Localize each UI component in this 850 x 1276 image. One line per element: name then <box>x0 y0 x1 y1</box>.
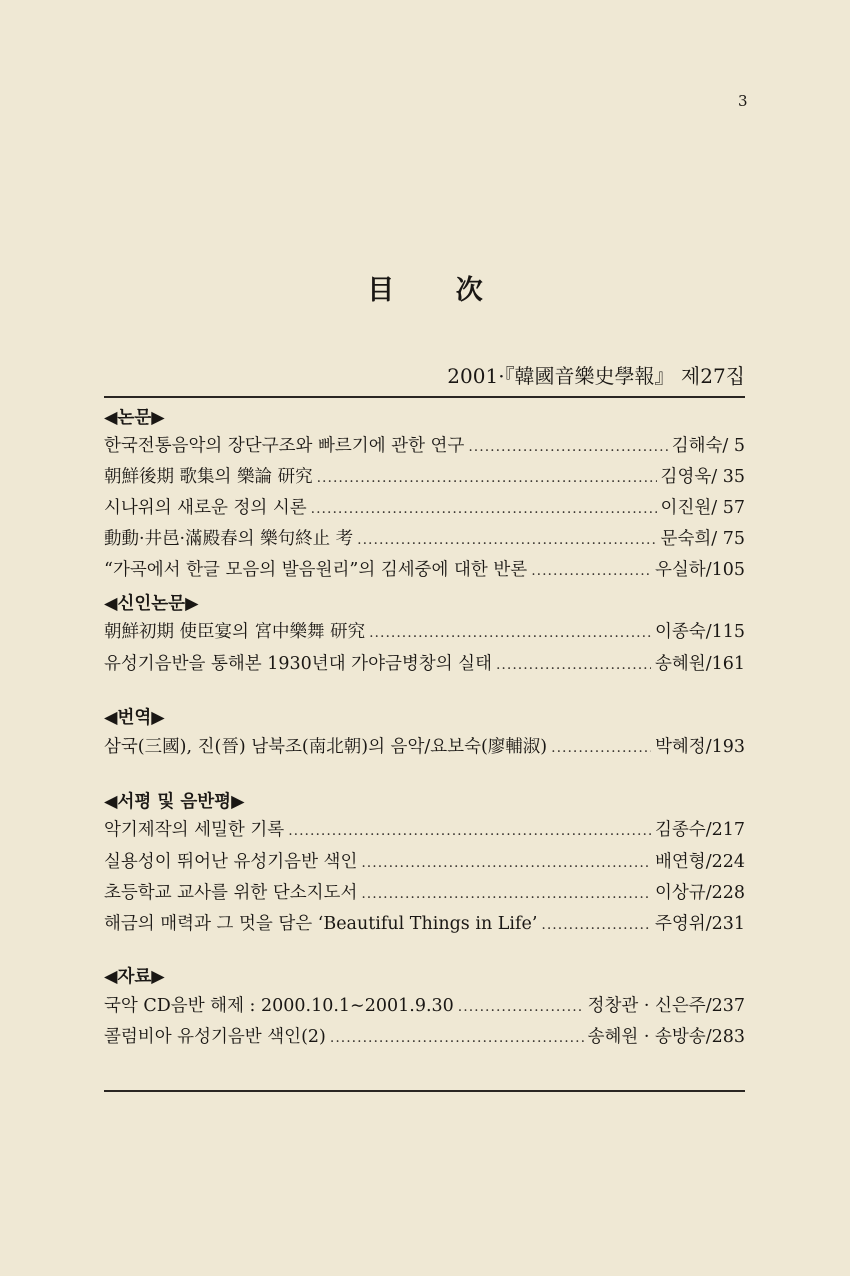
entry-title: 한국전통음악의 장단구조와 빠르기에 관한 연구 <box>104 436 465 456</box>
page-number: 3 <box>738 92 748 110</box>
dot-leader <box>357 532 656 548</box>
entry-author-page: 정창관 · 신은주/237 <box>587 996 745 1016</box>
toc-entry[interactable] <box>104 848 745 876</box>
dot-leader <box>311 501 657 517</box>
dot-leader <box>317 470 657 486</box>
dot-leader <box>531 563 651 579</box>
toc-entry[interactable] <box>104 1023 745 1051</box>
entry-title: 악기제작의 세밀한 기록 <box>104 820 285 840</box>
toc-entry[interactable] <box>104 432 745 460</box>
dot-leader <box>551 740 651 756</box>
section-heading-materials: ◀자료▶ <box>104 967 165 987</box>
toc-entry[interactable] <box>104 733 745 761</box>
entry-author-page: 송혜원 · 송방송/283 <box>587 1027 745 1047</box>
toc-entry[interactable] <box>104 618 745 646</box>
toc-entry[interactable] <box>104 879 745 907</box>
entry-author-page: 우실하/105 <box>654 560 745 580</box>
dot-leader <box>369 625 651 641</box>
entry-author-page: 이상규/228 <box>654 883 745 903</box>
section-heading-new-papers: ◀신인논문▶ <box>104 594 199 614</box>
issue-line: 2001·『韓國音樂史學報』 제27집 <box>447 364 745 388</box>
toc-entry[interactable] <box>104 463 745 491</box>
dot-leader <box>330 1030 584 1046</box>
entry-title: 삼국(三國), 진(晉) 남북조(南北朝)의 음악/요보숙(廖輔淑) <box>104 737 548 757</box>
entry-author-page: 김해숙/ 5 <box>671 436 745 456</box>
toc-entry[interactable] <box>104 556 745 584</box>
toc-entry[interactable] <box>104 910 745 938</box>
toc-entry[interactable] <box>104 650 745 678</box>
entry-title: 朝鮮初期 使臣宴의 宮中樂舞 研究 <box>104 622 366 642</box>
top-rule <box>104 396 745 398</box>
dot-leader <box>496 657 651 673</box>
bottom-rule <box>104 1090 745 1092</box>
entry-author-page: 이진원/ 57 <box>660 498 745 518</box>
toc-entry[interactable] <box>104 992 745 1020</box>
dot-leader <box>288 823 651 839</box>
dot-leader <box>458 999 584 1015</box>
entry-title: 해금의 매력과 그 멋을 담은 ‘Beautiful Things in Life’ <box>104 914 538 934</box>
entry-title: “가곡에서 한글 모음의 발음원리”의 김세중에 대한 반론 <box>104 560 528 580</box>
dot-leader <box>468 439 667 455</box>
entry-title: 초등학교 교사를 위한 단소지도서 <box>104 883 358 903</box>
dot-leader <box>361 855 651 871</box>
entry-author-page: 김영욱/ 35 <box>660 467 745 487</box>
entry-author-page: 배연형/224 <box>654 852 745 872</box>
entry-title: 실용성이 뛰어난 유성기음반 색인 <box>104 852 358 872</box>
toc-entry[interactable] <box>104 525 745 553</box>
entry-author-page: 주영위/231 <box>654 914 745 934</box>
entry-title: 動動·井邑·滿殿春의 樂句終止 考 <box>104 529 354 549</box>
entry-title: 국악 CD음반 해제 : 2000.10.1∼2001.9.30 <box>104 996 454 1016</box>
section-heading-reviews: ◀서평 및 음반평▶ <box>104 792 245 812</box>
entry-title: 콜럼비아 유성기음반 색인(2) <box>104 1027 326 1047</box>
entry-author-page: 문숙희/ 75 <box>660 529 745 549</box>
section-heading-papers: ◀논문▶ <box>104 408 165 428</box>
entry-title: 유성기음반을 통해본 1930년대 가야금병창의 실태 <box>104 654 492 674</box>
entry-author-page: 김종수/217 <box>654 820 745 840</box>
entry-author-page: 박혜정/193 <box>654 737 745 757</box>
entry-title: 朝鮮後期 歌集의 樂論 研究 <box>104 467 313 487</box>
toc-entry[interactable] <box>104 494 745 522</box>
entry-title: 시나위의 새로운 정의 시론 <box>104 498 307 518</box>
toc-entry[interactable] <box>104 816 745 844</box>
section-heading-translation: ◀번역▶ <box>104 708 165 728</box>
entry-author-page: 송혜원/161 <box>654 654 745 674</box>
dot-leader <box>541 917 651 933</box>
page-title: 目 次 <box>367 275 509 306</box>
entry-author-page: 이종숙/115 <box>654 622 745 642</box>
dot-leader <box>361 886 651 902</box>
